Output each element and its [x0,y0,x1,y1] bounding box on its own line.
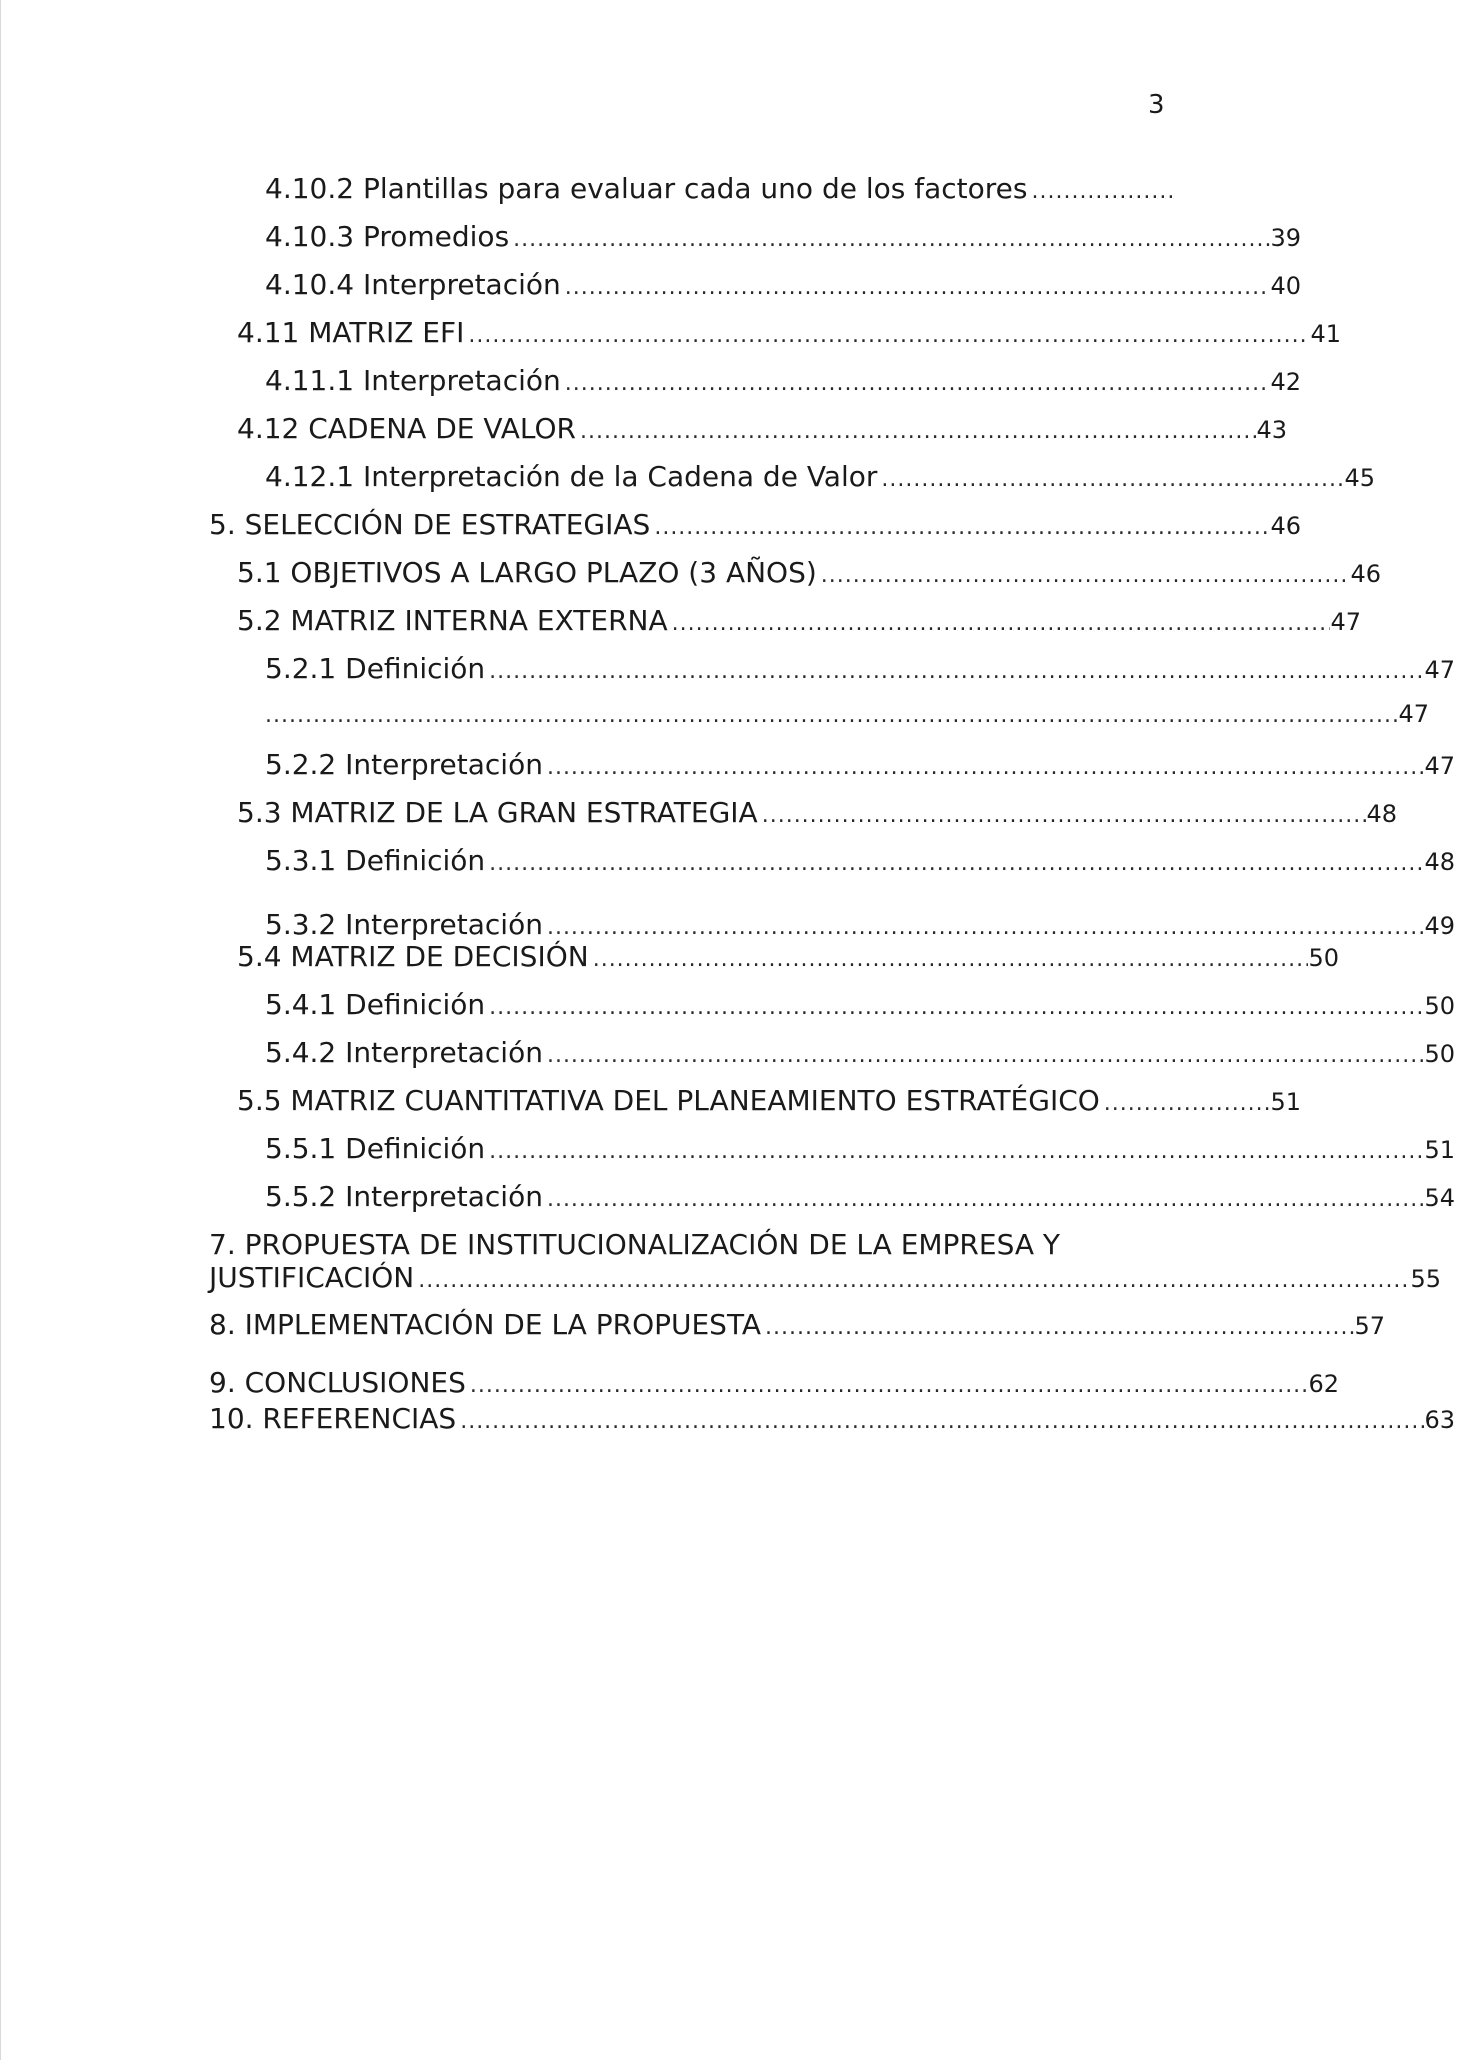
toc-entry-page: 50 [1424,1040,1455,1068]
toc-entry-label: 4.10.4 Interpretación [265,268,561,301]
toc-entry-page: 40 [1270,272,1301,300]
toc-entry-label: 5.5 MATRIZ CUANTITATIVA DEL PLANEAMIENTO ESTRATÉGICO [237,1084,1100,1117]
toc-entry-page: 41 [1310,320,1341,348]
toc-entry[interactable] [265,652,1455,692]
dot-leader [464,323,1310,348]
dot-leader [576,419,1256,444]
toc-entry-page: 55 [1410,1265,1441,1293]
toc-entry[interactable] [265,220,1301,260]
toc-entry-label: 5.2.2 Interpretación [265,748,543,781]
dot-leader [543,1187,1425,1212]
toc-entry[interactable] [209,1366,1339,1406]
toc-entry-label: 8. IMPLEMENTACIÓN DE LA PROPUESTA [209,1308,762,1341]
toc-entry-label: 5.4 MATRIZ DE DECISIÓN [237,940,589,973]
toc-entry[interactable] [265,988,1455,1028]
toc-entry[interactable] [209,508,1301,548]
toc-entry-label: 4.10.3 Promedios [265,220,510,253]
toc-entry[interactable] [237,604,1361,644]
dot-leader [761,1315,1354,1340]
toc-entry[interactable] [237,796,1397,836]
toc-entry-page: 51 [1270,1088,1301,1116]
toc-entry[interactable] [265,172,1177,212]
toc-entry[interactable] [265,1036,1455,1076]
dot-leader [543,915,1425,940]
toc-entry[interactable] [209,1402,1455,1442]
toc-entry-page: 47 [1398,700,1429,728]
toc-entry-page: 45 [1344,464,1375,492]
toc-entry-page: 50 [1308,944,1339,972]
dot-leader [509,227,1270,252]
toc-entry-label: 4.12 CADENA DE VALOR [237,412,576,445]
dot-leader [466,1373,1309,1398]
dot-leader [543,1043,1425,1068]
toc-entry-label: 7. PROPUESTA DE INSTITUCIONALIZACIÓN DE LA EMPRESA Y [209,1228,1061,1261]
toc-entry-label: 5.5.2 Interpretación [265,1180,543,1213]
toc-entry-page: 43 [1256,416,1287,444]
toc-entry-page: 46 [1350,560,1381,588]
toc-entry-page: 54 [1424,1184,1455,1212]
page-number: 3 [1148,90,1165,120]
dot-leader [589,947,1309,972]
dot-leader [485,851,1424,876]
dot-leader [1027,179,1177,204]
toc-entry[interactable] [209,1308,1385,1348]
toc-entry-page: 48 [1366,800,1397,828]
dot-leader [485,1139,1424,1164]
toc-entry[interactable] [209,1228,1441,1306]
toc-entry[interactable] [265,1132,1455,1172]
toc-entry-page: 57 [1354,1312,1385,1340]
toc-entry-label: 5.3 MATRIZ DE LA GRAN ESTRATEGIA [237,796,758,829]
toc-entry[interactable] [265,460,1375,500]
dot-leader [817,563,1351,588]
dot-leader [561,371,1271,396]
toc-entry-label: 4.11 MATRIZ EFI [237,316,465,349]
toc-entry-label: 5. SELECCIÓN DE ESTRATEGIAS [209,508,651,541]
toc-entry-label: 4.12.1 Interpretación de la Cadena de Valor [265,460,878,493]
toc-entry[interactable] [265,748,1455,788]
toc-entry[interactable] [265,844,1455,884]
toc-entry-page: 51 [1424,1136,1455,1164]
dot-leader [265,703,1398,728]
toc-entry-label: 4.11.1 Interpretación [265,364,561,397]
toc-entry-label-continued: JUSTIFICACIÓN [209,1261,415,1294]
toc-entry-page: 47 [1330,608,1361,636]
dot-leader [414,1268,1410,1293]
toc-entry-page: 46 [1270,512,1301,540]
toc-entry-page: 63 [1424,1406,1455,1434]
dot-leader [561,275,1271,300]
toc-entry-page: 62 [1308,1370,1339,1398]
dot-leader [650,515,1270,540]
toc-entry-label: 5.2.1 Definición [265,652,486,685]
toc-entry-label: 5.3.2 Interpretación [265,908,543,941]
dot-leader [877,467,1344,492]
dot-leader [1100,1091,1271,1116]
toc-entry[interactable] [237,1084,1301,1124]
toc-entry-page: 39 [1270,224,1301,252]
dot-leader [485,659,1424,684]
dot-leader [543,755,1425,780]
toc-entry-page: 50 [1424,992,1455,1020]
dot-leader [485,995,1424,1020]
toc-entry-page: 42 [1270,368,1301,396]
toc-entry-label: 4.10.2 Plantillas para evaluar cada uno de los factores [265,172,1028,205]
toc-entry[interactable] [265,700,1429,740]
toc-entry-page: 49 [1424,912,1455,940]
toc-entry[interactable] [237,316,1341,356]
toc-entry-page: 47 [1424,752,1455,780]
toc-entry-label: 5.1 OBJETIVOS A LARGO PLAZO (3 AÑOS) [237,556,817,589]
toc-entry[interactable] [265,364,1301,404]
toc-entry[interactable] [237,412,1287,452]
toc-entry[interactable] [265,268,1301,308]
dot-leader [668,611,1331,636]
toc-entry[interactable] [237,940,1339,980]
toc-entry-label: 10. REFERENCIAS [209,1402,457,1435]
toc-entry-label: 5.5.1 Definición [265,1132,486,1165]
toc-entry-page: 47 [1424,656,1455,684]
toc-entry[interactable] [265,1180,1455,1220]
toc-entry-label: 9. CONCLUSIONES [209,1366,466,1399]
toc-entry-page: 48 [1424,848,1455,876]
toc-entry-label: 5.2 MATRIZ INTERNA EXTERNA [237,604,668,637]
toc-entry-label: 5.4.1 Definición [265,988,486,1021]
toc-entry[interactable] [237,556,1381,596]
dot-leader [758,803,1367,828]
toc-entry-label: 5.4.2 Interpretación [265,1036,543,1069]
dot-leader [456,1409,1424,1434]
toc-entry-label: 5.3.1 Definición [265,844,486,877]
